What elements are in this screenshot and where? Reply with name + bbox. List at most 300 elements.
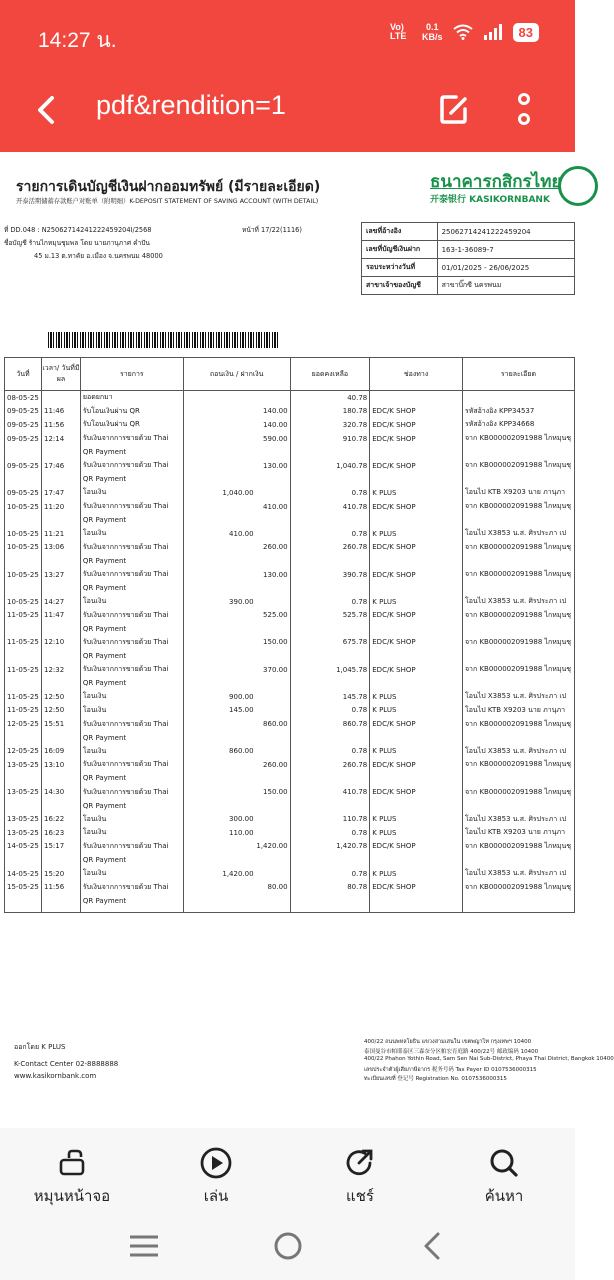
cell-date: 12-05-25 xyxy=(5,744,42,758)
cell-date: 13-05-25 xyxy=(5,758,42,772)
cell-amount: 260.00 xyxy=(183,758,290,772)
table-row xyxy=(5,541,575,555)
cell-date: 09-05-25 xyxy=(5,432,42,446)
cell-description: ยอดยกมา xyxy=(80,391,183,405)
cell-balance xyxy=(290,622,370,636)
cell-balance: 0.78 xyxy=(290,867,370,881)
cell-amount xyxy=(183,473,290,487)
cell-balance: 0.78 xyxy=(290,595,370,609)
cell-amount: 130.00 xyxy=(183,459,290,473)
cell-balance: 180.78 xyxy=(290,405,370,419)
cell-date xyxy=(5,581,42,595)
cell-channel: EDC/K SHOP xyxy=(370,636,463,650)
header-date: วันที่ xyxy=(5,358,42,391)
cell-channel: EDC/K SHOP xyxy=(370,418,463,432)
cell-amount xyxy=(183,513,290,527)
cell-date xyxy=(5,622,42,636)
cell-balance: 390.78 xyxy=(290,568,370,582)
cell-description: QR Payment xyxy=(80,894,183,908)
wifi-icon xyxy=(453,24,473,40)
cell-amount: 1,420.00 xyxy=(183,867,290,881)
pdf-document[interactable] xyxy=(0,152,614,1128)
cell-time: 11:20 xyxy=(41,500,80,514)
table-row xyxy=(5,568,575,582)
cell-channel: K PLUS xyxy=(370,486,463,500)
cell-date: 10-05-25 xyxy=(5,595,42,609)
cell-date xyxy=(5,894,42,908)
cell-description: รับเงินจากการขายด้วย Thai xyxy=(80,636,183,650)
cell-date: 11-05-25 xyxy=(5,690,42,704)
cell-balance: 0.78 xyxy=(290,704,370,718)
page-title: pdf&rendition=1 xyxy=(96,90,286,120)
cell-details: โอนไป X3853 น.ส. ศิรประภา เป xyxy=(462,744,574,758)
cell-balance: 1,045.78 xyxy=(290,663,370,677)
cell-balance xyxy=(290,853,370,867)
cell-time: 11:46 xyxy=(41,405,80,419)
cell-balance xyxy=(290,473,370,487)
cell-description: QR Payment xyxy=(80,554,183,568)
info-row xyxy=(362,241,575,259)
cell-date xyxy=(5,554,42,568)
table-row xyxy=(5,717,575,731)
cell-time: 11:47 xyxy=(41,609,80,623)
cell-time: 17:47 xyxy=(41,486,80,500)
cell-description: QR Payment xyxy=(80,513,183,527)
cell-description: รับเงินจากการขายด้วย Thai xyxy=(80,609,183,623)
speed-value: 0.1 xyxy=(426,22,439,32)
cell-balance: 110.78 xyxy=(290,812,370,826)
cell-details xyxy=(462,391,574,405)
status-time: 14:27 น. xyxy=(38,29,117,52)
cell-channel: EDC/K SHOP xyxy=(370,717,463,731)
cell-date: 08-05-25 xyxy=(5,391,42,405)
cell-amount xyxy=(183,853,290,867)
info-row xyxy=(362,259,575,277)
home-icon[interactable] xyxy=(272,1230,304,1262)
cell-channel: K PLUS xyxy=(370,812,463,826)
cell-description: รับเงินจากการขายด้วย Thai xyxy=(80,840,183,854)
footer-tax-id: เลขประจำตัวผู้เสียภาษีอากร 税务号码 Tax Payer ID 0107536000315 xyxy=(364,1067,537,1073)
cell-details: จาก KB000002091988 ไกหมุนชุ xyxy=(462,785,574,799)
cell-date: 15-05-25 xyxy=(5,880,42,894)
cell-time: 13:06 xyxy=(41,541,80,555)
cell-time xyxy=(41,554,80,568)
cell-channel: EDC/K SHOP xyxy=(370,405,463,419)
cell-channel: K PLUS xyxy=(370,744,463,758)
search-button[interactable] xyxy=(444,1146,564,1208)
cell-balance: 260.78 xyxy=(290,758,370,772)
cell-balance: 260.78 xyxy=(290,541,370,555)
edit-icon[interactable] xyxy=(438,92,470,126)
system-back-icon[interactable] xyxy=(418,1230,446,1262)
cell-description: โอนเงิน xyxy=(80,690,183,704)
cell-date: 14-05-25 xyxy=(5,867,42,881)
header-channel: ช่องทาง xyxy=(370,358,463,391)
cell-amount xyxy=(183,581,290,595)
cell-time xyxy=(41,622,80,636)
table-row xyxy=(5,622,575,636)
table-row xyxy=(5,663,575,677)
app-bar xyxy=(0,70,575,152)
cell-channel xyxy=(370,772,463,786)
table-row xyxy=(5,731,575,745)
cell-description: โอนเงิน xyxy=(80,867,183,881)
cell-amount: 140.00 xyxy=(183,405,290,419)
back-arrow-icon[interactable] xyxy=(30,90,66,130)
table-bottom-cell xyxy=(41,908,80,913)
table-row xyxy=(5,840,575,854)
bank-name-english: 开泰银行 KASIKORNBANK xyxy=(430,195,550,205)
cell-date: 09-05-25 xyxy=(5,459,42,473)
cell-time: 14:27 xyxy=(41,595,80,609)
cell-description: QR Payment xyxy=(80,731,183,745)
table-row xyxy=(5,445,575,459)
cell-details: จาก KB000002091988 ไกหมุนชุ xyxy=(462,500,574,514)
cell-channel xyxy=(370,473,463,487)
cell-balance: 410.78 xyxy=(290,500,370,514)
account-name: ชื่อบัญชี ร้านไกหมุนชุมพล โดย นายภานุภาศ คำปัน xyxy=(4,239,150,247)
cell-description: รับเงินจากการขายด้วย Thai xyxy=(80,717,183,731)
cell-channel: K PLUS xyxy=(370,867,463,881)
cell-amount: 860.00 xyxy=(183,717,290,731)
cell-date xyxy=(5,649,42,663)
cell-amount xyxy=(183,622,290,636)
cell-details: จาก KB000002091988 ไกหมุนชุ xyxy=(462,717,574,731)
cell-time: 12:50 xyxy=(41,704,80,718)
document-subtitle: 开泰活期储蓄存款账户对账单（附明细）K-DEPOSIT STATEMENT OF SAVING ACCOUNT (WITH DETAIL) xyxy=(16,198,319,205)
header-time: เวลา/ วันที่มีผล xyxy=(41,358,80,391)
footer-issued-by: ออกโดย K PLUS xyxy=(14,1043,66,1051)
table-row xyxy=(5,513,575,527)
header-amount: ถอนเงิน / ฝากเงิน xyxy=(183,358,290,391)
table-bottom-cell xyxy=(5,908,42,913)
cell-date: 09-05-25 xyxy=(5,418,42,432)
cell-balance xyxy=(290,513,370,527)
cell-channel xyxy=(370,853,463,867)
cell-amount: 390.00 xyxy=(183,595,290,609)
system-navigation-bar xyxy=(0,1212,575,1280)
cell-balance: 145.78 xyxy=(290,690,370,704)
table-row xyxy=(5,500,575,514)
nav-label-search: ค้นหา xyxy=(484,1187,524,1205)
cell-amount xyxy=(183,445,290,459)
cell-description: รับเงินจากการขายด้วย Thai xyxy=(80,758,183,772)
cell-date xyxy=(5,676,42,690)
cell-channel: EDC/K SHOP xyxy=(370,785,463,799)
cell-balance xyxy=(290,894,370,908)
table-row xyxy=(5,799,575,813)
cell-amount: 860.00 xyxy=(183,744,290,758)
cell-time xyxy=(41,581,80,595)
cell-channel xyxy=(370,894,463,908)
info-row xyxy=(362,223,575,241)
cell-details xyxy=(462,649,574,663)
cell-time: 12:50 xyxy=(41,690,80,704)
table-header-row xyxy=(5,358,575,391)
cell-channel xyxy=(370,676,463,690)
cell-balance: 0.78 xyxy=(290,486,370,500)
cell-balance: 80.78 xyxy=(290,880,370,894)
cell-amount xyxy=(183,554,290,568)
cell-amount: 80.00 xyxy=(183,880,290,894)
share-button[interactable] xyxy=(300,1146,420,1208)
table-row xyxy=(5,894,575,908)
cell-channel: EDC/K SHOP xyxy=(370,880,463,894)
cell-description: รับเงินจากการขายด้วย Thai xyxy=(80,663,183,677)
cell-date: 10-05-25 xyxy=(5,568,42,582)
info-value: 25062714241222459204 xyxy=(437,223,574,241)
cell-amount: 260.00 xyxy=(183,541,290,555)
table-row xyxy=(5,609,575,623)
cell-amount xyxy=(183,799,290,813)
rotate-screen-icon xyxy=(55,1146,89,1180)
cell-description: QR Payment xyxy=(80,622,183,636)
cell-amount xyxy=(183,731,290,745)
cell-details xyxy=(462,676,574,690)
bank-logo-icon xyxy=(558,166,598,206)
cell-details: จาก KB000002091988 ไกหมุนชุ xyxy=(462,758,574,772)
transaction-rows xyxy=(5,391,575,913)
cell-time xyxy=(41,473,80,487)
cell-channel: EDC/K SHOP xyxy=(370,568,463,582)
header-details: รายละเอียด xyxy=(462,358,574,391)
cell-time: 13:27 xyxy=(41,568,80,582)
cell-details: จาก KB000002091988 ไกหมุนชุ xyxy=(462,609,574,623)
share-icon xyxy=(343,1146,377,1180)
cell-date: 11-05-25 xyxy=(5,663,42,677)
cell-description: โอนเงิน xyxy=(80,812,183,826)
cell-description: QR Payment xyxy=(80,473,183,487)
cell-channel xyxy=(370,445,463,459)
table-row xyxy=(5,649,575,663)
cell-channel: K PLUS xyxy=(370,690,463,704)
table-row xyxy=(5,704,575,718)
info-value: 01/01/2025 - 26/06/2025 xyxy=(437,259,574,277)
cell-description: รับเงินจากการขายด้วย Thai xyxy=(80,568,183,582)
cell-details xyxy=(462,799,574,813)
search-icon xyxy=(487,1146,521,1180)
cell-amount: 900.00 xyxy=(183,690,290,704)
cell-channel xyxy=(370,513,463,527)
info-label: เลขที่อ้างอิง xyxy=(362,223,438,241)
recents-icon[interactable] xyxy=(128,1232,160,1260)
cell-time xyxy=(41,513,80,527)
cell-details: โอนไป X3853 น.ส. ศิรประภา เป xyxy=(462,812,574,826)
cell-channel xyxy=(370,554,463,568)
cell-details xyxy=(462,473,574,487)
cell-balance: 525.78 xyxy=(290,609,370,623)
cell-description: รับโอนเงินผ่าน QR xyxy=(80,418,183,432)
cell-date: 13-05-25 xyxy=(5,785,42,799)
table-row xyxy=(5,744,575,758)
cell-description: โอนเงิน xyxy=(80,527,183,541)
nav-label-play: เล่น xyxy=(203,1187,229,1205)
footer-contact: K-Contact Center 02-8888888 xyxy=(14,1060,119,1068)
cell-description: รับเงินจากการขายด้วย Thai xyxy=(80,459,183,473)
cell-time xyxy=(41,799,80,813)
cell-balance: 40.78 xyxy=(290,391,370,405)
cell-balance xyxy=(290,445,370,459)
cell-details: โอนไป X3853 น.ส. ศิรประภา เป xyxy=(462,867,574,881)
cell-details xyxy=(462,894,574,908)
table-row xyxy=(5,676,575,690)
cell-description: รับเงินจากการขายด้วย Thai xyxy=(80,880,183,894)
status-icons xyxy=(390,22,539,42)
signal-icon xyxy=(483,24,503,40)
table-bottom-cell xyxy=(290,908,370,913)
battery-indicator: 83 xyxy=(513,23,539,42)
cell-time xyxy=(41,894,80,908)
table-bottom-cell xyxy=(462,908,574,913)
cell-description: รับโอนเงินผ่าน QR xyxy=(80,405,183,419)
cell-description: QR Payment xyxy=(80,581,183,595)
table-row xyxy=(5,486,575,500)
cell-date xyxy=(5,513,42,527)
cell-date xyxy=(5,731,42,745)
cell-balance xyxy=(290,731,370,745)
cell-date xyxy=(5,473,42,487)
cell-time xyxy=(41,772,80,786)
speed-unit: KB/s xyxy=(422,32,443,42)
cell-time: 15:51 xyxy=(41,717,80,731)
cell-description: QR Payment xyxy=(80,799,183,813)
cell-channel xyxy=(370,622,463,636)
info-value: สาขาบิ๊กซี นครพนม xyxy=(437,277,574,295)
nav-label-rotate: หมุนหน้าจอ xyxy=(33,1187,111,1205)
cell-date xyxy=(5,445,42,459)
cell-amount: 370.00 xyxy=(183,663,290,677)
cell-channel: EDC/K SHOP xyxy=(370,459,463,473)
cell-balance xyxy=(290,649,370,663)
table-row xyxy=(5,554,575,568)
footer-address-cn: 泰国曼谷市帕耶泰区三森奈分区帕宏育庭路 400/22号 邮政编码 10400 xyxy=(364,1049,539,1055)
cell-amount xyxy=(183,772,290,786)
table-row xyxy=(5,459,575,473)
cell-time: 16:23 xyxy=(41,826,80,840)
table-bottom-border xyxy=(5,908,575,913)
cell-description: รับเงินจากการขายด้วย Thai xyxy=(80,500,183,514)
page-number: หน้าที่ 17/22(1116) xyxy=(242,226,302,234)
cell-time xyxy=(41,731,80,745)
table-row xyxy=(5,595,575,609)
cell-details: รหัสอ้างอิง KPP34668 xyxy=(462,418,574,432)
cell-time: 15:17 xyxy=(41,840,80,854)
cell-channel: K PLUS xyxy=(370,527,463,541)
table-row xyxy=(5,473,575,487)
cell-amount: 150.00 xyxy=(183,636,290,650)
table-row xyxy=(5,772,575,786)
cell-description: รับเงินจากการขายด้วย Thai xyxy=(80,432,183,446)
cell-time: 14:30 xyxy=(41,785,80,799)
cell-date: 14-05-25 xyxy=(5,840,42,854)
volte-label: Vo) LTE xyxy=(390,22,407,41)
info-label: รอบระหว่างวันที่ xyxy=(362,259,438,277)
cell-details: โอนไป KTB X9203 นาย ภานุภา xyxy=(462,704,574,718)
account-info-table xyxy=(361,222,575,295)
cell-balance: 675.78 xyxy=(290,636,370,650)
table-row xyxy=(5,418,575,432)
cell-date xyxy=(5,799,42,813)
cell-details xyxy=(462,513,574,527)
cell-description: รับเงินจากการขายด้วย Thai xyxy=(80,785,183,799)
cell-time: 11:56 xyxy=(41,880,80,894)
cell-time: 11:21 xyxy=(41,527,80,541)
cell-time: 13:10 xyxy=(41,758,80,772)
header-description: รายการ xyxy=(80,358,183,391)
info-label: เลขที่บัญชีเงินฝาก xyxy=(362,241,438,259)
table-row xyxy=(5,812,575,826)
cell-description: QR Payment xyxy=(80,649,183,663)
cell-date: 11-05-25 xyxy=(5,636,42,650)
cell-amount xyxy=(183,649,290,663)
cell-balance xyxy=(290,581,370,595)
account-address: 45 ม.13 ต.ทาคัย อ.เมือง จ.นครพนม 48000 xyxy=(34,252,163,260)
barcode xyxy=(48,332,278,348)
cell-time: 15:20 xyxy=(41,867,80,881)
cell-details: โอนไป X3853 น.ส. ศิรประภา เป xyxy=(462,527,574,541)
cell-details xyxy=(462,772,574,786)
cell-details: จาก KB000002091988 ไกหมุนชุ xyxy=(462,568,574,582)
document-title: รายการเดินบัญชีเงินฝากออมทรัพย์ (มีรายละเอียด) xyxy=(16,179,321,195)
cell-date: 09-05-25 xyxy=(5,405,42,419)
cell-channel: EDC/K SHOP xyxy=(370,840,463,854)
nav-label-share: แชร์ xyxy=(346,1187,374,1205)
cell-amount: 130.00 xyxy=(183,568,290,582)
cell-details: โอนไป X3853 น.ส. ศิรประภา เป xyxy=(462,690,574,704)
cell-amount: 150.00 xyxy=(183,785,290,799)
cell-date: 10-05-25 xyxy=(5,541,42,555)
cell-channel xyxy=(370,391,463,405)
cell-date: 09-05-25 xyxy=(5,486,42,500)
cell-amount: 410.00 xyxy=(183,500,290,514)
cell-description: โอนเงิน xyxy=(80,595,183,609)
cell-time: 12:14 xyxy=(41,432,80,446)
cell-date xyxy=(5,772,42,786)
cell-balance: 0.78 xyxy=(290,744,370,758)
footer-website: www.kasikornbank.com xyxy=(14,1072,97,1080)
cell-amount: 1,040.00 xyxy=(183,486,290,500)
cell-details xyxy=(462,853,574,867)
cell-time: 16:09 xyxy=(41,744,80,758)
cell-description: QR Payment xyxy=(80,772,183,786)
cell-time: 12:10 xyxy=(41,636,80,650)
cell-balance: 0.78 xyxy=(290,826,370,840)
cell-description: โอนเงิน xyxy=(80,826,183,840)
info-label: สาขาเจ้าของบัญชี xyxy=(362,277,438,295)
info-value: 163-1-36089-7 xyxy=(437,241,574,259)
cell-time: 16:22 xyxy=(41,812,80,826)
play-button[interactable] xyxy=(156,1146,276,1208)
cell-date: 10-05-25 xyxy=(5,527,42,541)
cell-time xyxy=(41,445,80,459)
more-vertical-icon[interactable] xyxy=(510,90,538,130)
cell-balance: 1,420.78 xyxy=(290,840,370,854)
play-icon xyxy=(199,1146,233,1180)
bank-name-thai: ธนาคารกสิกรไทย xyxy=(430,172,562,192)
table-row xyxy=(5,785,575,799)
rotate-screen-button[interactable] xyxy=(12,1146,132,1208)
cell-details: โอนไป X3853 น.ส. ศิรประภา เป xyxy=(462,595,574,609)
footer-address-en: 400/22 Phahon Yothin Road, Sam Sen Nai Sub-District, Phaya Thai District, Bangkok 10400 xyxy=(364,1056,614,1062)
cell-details: รหัสอ้างอิง KPP34537 xyxy=(462,405,574,419)
cell-amount: 525.00 xyxy=(183,609,290,623)
cell-channel: EDC/K SHOP xyxy=(370,663,463,677)
header-balance: ยอดคงเหลือ xyxy=(290,358,370,391)
cell-details: จาก KB000002091988 ไกหมุนชุ xyxy=(462,636,574,650)
cell-description: QR Payment xyxy=(80,853,183,867)
cell-channel xyxy=(370,799,463,813)
cell-balance: 910.78 xyxy=(290,432,370,446)
